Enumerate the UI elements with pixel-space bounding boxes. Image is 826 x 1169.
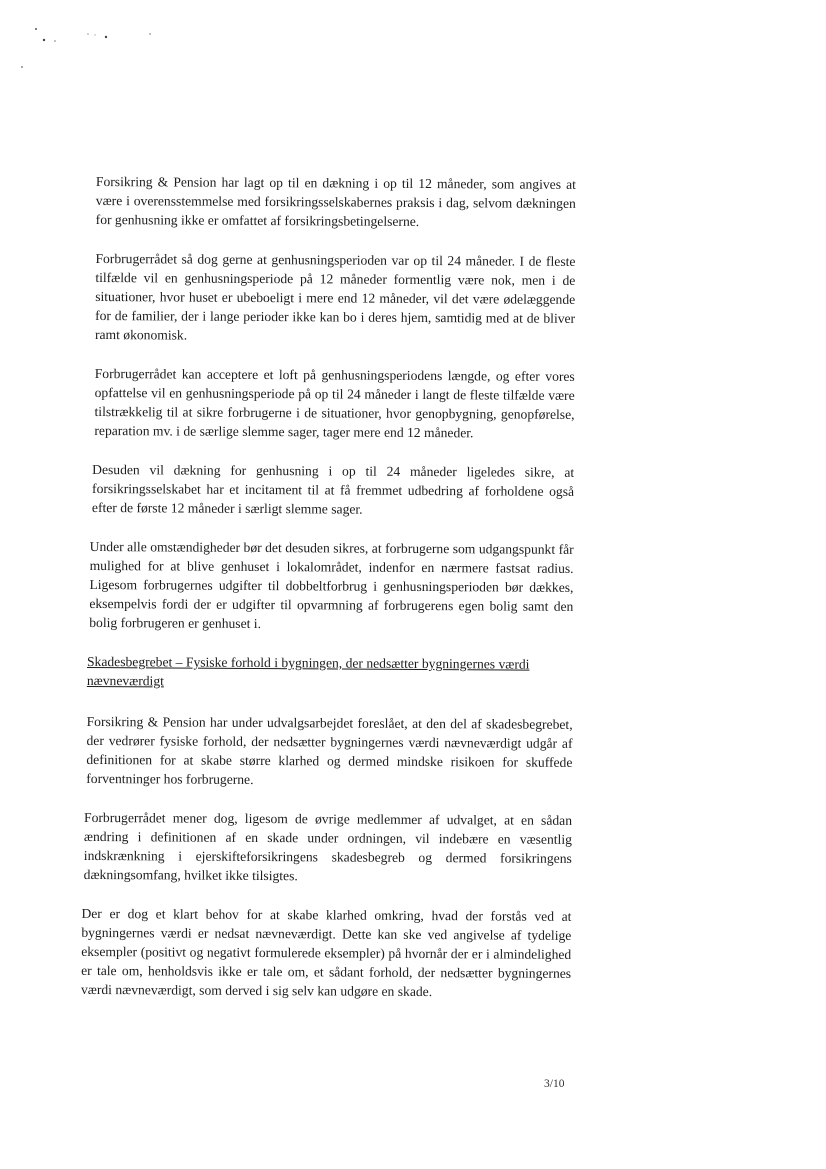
paragraph: Forbrugerrådet så dog gerne at genhusningsperioden var op til 24 måneder. I de fleste tilfælde vil en genhusningsperiode på 12 måneder formentlig være nok, men i de situationer, hvor huset er ubeboeligt i mere end 12 måneder, vil det være ødelæggende for de familier, der i lange perioder ikke kan bo i deres hjem, samtidig med at de bliver ramt økonomisk. [94,250,576,343]
paragraph: Forbrugerrådet kan acceptere et loft på genhusningsperiodens længde, og efter vores opfattelse vil en genhusningsperiode på op til 24 måneder i langt de fleste tilfælde være tilstrækkelig til at sikre forbrugerne i de situationer, hvor genopbygning, genopførelse, reparation mv. i de særlige slemme sager, tager mere end 12 måneder. [94,365,575,441]
page-number: 3/10 [544,1078,565,1090]
paragraph: Der er dog et klart behov for at skabe klarhed omkring, hvad der forstås ved at bygningernes værdi er nedsat nævneværdigt. Dette kan ske ved angivelse af tydelige eksempler (positivt og negativt formulerede eksempler) på hvornår der er i almindelighed er tale om, henholdsvis ikke er tale om, et sådant forhold, der nedsætter bygningernes værdi nævneværdigt, som derved i sig selv kan udgøre en skade. [80,905,572,1000]
letter-body [80,172,576,1022]
paragraph: Under alle omstændigheder bør det desuden sikres, at forbrugerne som udgangspunkt får mulighed for at blive genhuset i lokalområdet, indenfor en nærmere fastsat radius. Ligesom forbrugernes udgifter til dobbeltforbrug i genhusningsperioden bør dækkes, eksempelvis fordi der er udgifter til opvarmning af forbrugerens egen bolig samt den bolig forbrugeren er genhuset i. [89,538,574,632]
paragraph: Forsikring & Pension har lagt op til en dækning i op til 12 måneder, som angives at være i overensstemmelse med forsikringsselskabernes praksis i dag, selvom dækningen for genhusning ikke er omfattet af forsikringsbetingelserne. [95,173,576,229]
section-heading: Skadesbegrebet – Fysiske forhold i bygningen, der nedsætter bygningernes værdi nævneværdigt [86,653,530,689]
paragraph: Forsikring & Pension har under udvalgsarbejdet foreslået, at den del af skadesbegrebet, der vedrører fysiske forhold, der nedsætter bygningernes værdi nævneværdigt udgår af definitionen for at skabe større klarhed og dermed mindske risikoen for skuffede forventninger hos forbrugerne. [86,713,573,787]
paragraph: Desuden vil dækning for genhusning i op til 24 måneder ligeledes sikre, at forsikringsselskabet har et incitament til at få fremmet udbedring af forholdene også efter de første 12 måneder i særligt slemme sager. [91,461,575,517]
paragraph: Forbrugerrådet mener dog, ligesom de øvrige medlemmer af udvalget, at en sådan ændring i definitionen af en skade under ordningen, vil indebære en væsentlig indskrænkning i ejerskifteforsikringens skadesbegreb og dermed forsikringens dækningsomfang, hvilket ikke tilsigtes. [83,809,573,884]
scan-specks [0,0,826,120]
